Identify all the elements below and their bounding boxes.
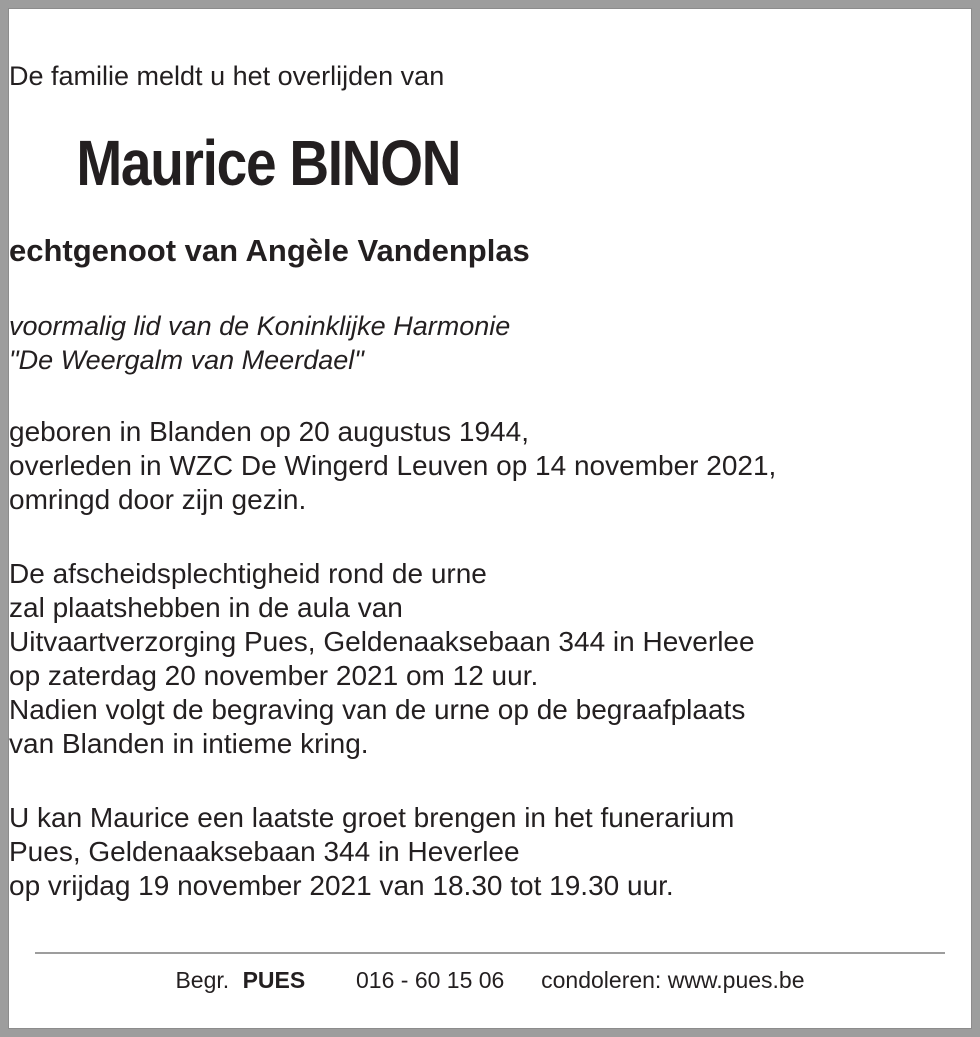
- ceremony-block: [9, 557, 971, 761]
- footer-divider: [35, 952, 945, 954]
- membership-line: voormalig lid van de Koninklijke Harmonie: [9, 311, 511, 341]
- ceremony-line: De afscheidsplechtigheid rond de urne: [9, 558, 487, 589]
- spouse-line: [9, 231, 971, 271]
- footer-prefix: Begr.: [175, 967, 230, 993]
- intro-text: [9, 59, 971, 93]
- visit-line: op vrijdag 19 november 2021 van 18.30 tot 19.30 uur.: [9, 870, 674, 901]
- visit-line: Pues, Geldenaaksebaan 344 in Heverlee: [9, 836, 520, 867]
- visit-block: [9, 801, 971, 903]
- deceased-name: [76, 125, 903, 201]
- footer: [9, 964, 971, 996]
- ceremony-line: Nadien volgt de begraving van de urne op de begraafplaats: [9, 694, 746, 725]
- membership-block: [9, 309, 971, 377]
- footer-phone: 016 - 60 15 06: [356, 967, 505, 993]
- membership-line: "De Weergalm van Meerdael": [9, 345, 364, 375]
- visit-line: U kan Maurice een laatste groet brengen in het funerarium: [9, 802, 735, 833]
- ceremony-line: zal plaatshebben in de aula van: [9, 592, 403, 623]
- spouse-text: echtgenoot van Angèle Vandenplas: [9, 233, 530, 268]
- notice-card: [8, 8, 972, 1029]
- deceased-name-text: Maurice BINON: [76, 127, 461, 199]
- family-line: omringd door zijn gezin.: [9, 484, 307, 515]
- ceremony-line: Uitvaartverzorging Pues, Geldenaaksebaan 344 in Heverlee: [9, 626, 755, 657]
- ceremony-line: van Blanden in intieme kring.: [9, 728, 369, 759]
- funeral-home-name: PUES: [242, 967, 306, 993]
- life-dates-block: [9, 415, 971, 517]
- intro-line: De familie meldt u het overlijden van: [9, 61, 445, 91]
- footer-condolence-link[interactable]: condoleren: www.pues.be: [541, 967, 805, 993]
- death-line: overleden in WZC De Wingerd Leuven op 14 november 2021,: [9, 450, 777, 481]
- birth-line: geboren in Blanden op 20 augustus 1944,: [9, 416, 529, 447]
- ceremony-line: op zaterdag 20 november 2021 om 12 uur.: [9, 660, 539, 691]
